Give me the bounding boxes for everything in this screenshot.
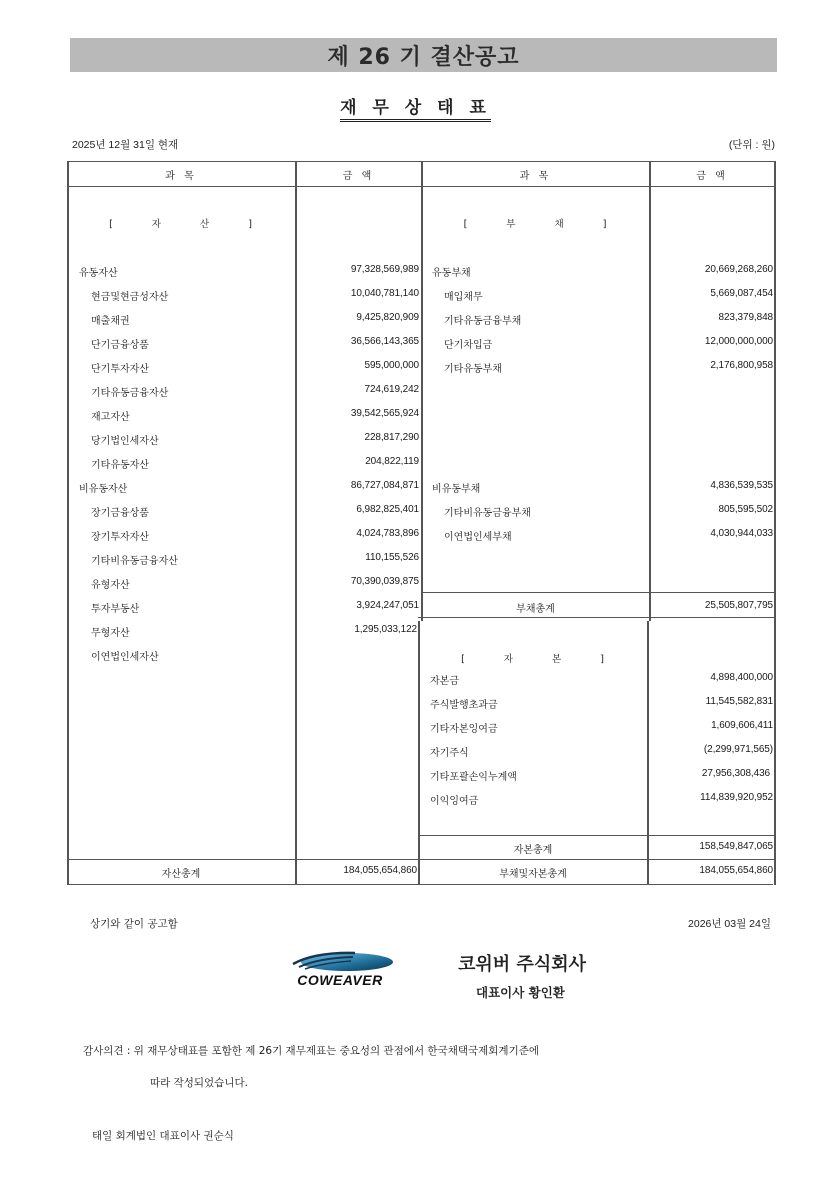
liabilities-total-amount: 25,505,807,795	[704, 600, 773, 611]
statement-title: 재 무 상 태 표	[340, 98, 491, 122]
asset-item-amount: 110,155,526	[365, 552, 419, 563]
asset-item-label: 기타유동자산	[91, 460, 149, 471]
liabilities-section-label: [ 부 채 ]	[463, 219, 608, 230]
equity-item-label: 주식발행초과금	[430, 700, 498, 711]
asset-item-amount: 70,390,039,875	[350, 576, 419, 587]
asset-item-amount: 6,982,825,401	[356, 504, 419, 515]
liability-item-amount: 823,379,848	[718, 312, 773, 323]
asset-item-amount: 10,040,781,140	[350, 288, 419, 299]
grand-total-top	[67, 859, 775, 860]
table-border-left	[67, 161, 69, 885]
assets-section-label: [ 자 산 ]	[109, 219, 253, 230]
liability-item-amount: 12,000,000,000	[704, 336, 773, 347]
asset-item-label: 장기투자자산	[91, 532, 149, 543]
asset-item-label: 무형자산	[91, 628, 130, 639]
center-divider-upper	[421, 161, 423, 621]
liability-item-label: 단기차입금	[444, 340, 493, 351]
equity-total-amount: 158,549,847,065	[699, 841, 773, 852]
non-current-liabilities-amount: 4,836,539,535	[710, 480, 773, 491]
equity-item-label: 자본금	[430, 676, 459, 687]
equity-item-label: 자기주식	[430, 748, 469, 759]
current-assets-label: 유동자산	[79, 268, 118, 279]
liability-item-amount: 4,030,944,033	[710, 528, 773, 539]
equity-item-label: 기타자본잉여금	[430, 724, 498, 735]
asset-item-amount: 204,822,119	[365, 456, 419, 467]
asset-item-label: 투자부동산	[91, 604, 140, 615]
liabilities-total-label: 부채총계	[516, 604, 555, 615]
liability-item-label: 기타비유동금융부채	[444, 508, 531, 519]
liabilities-equity-total-label: 부채및자본총계	[499, 869, 567, 880]
liability-item-label: 매입채무	[444, 292, 483, 303]
notice-date: 2026년 03월 24일	[688, 918, 771, 930]
current-liabilities-amount: 20,669,268,260	[704, 264, 773, 275]
col-header-right-amount: 금 액	[696, 171, 728, 182]
asset-item-label: 유형자산	[91, 580, 130, 591]
asset-item-label: 단기금융상품	[91, 340, 149, 351]
col-header-left-account: 과 목	[165, 171, 197, 182]
assets-total-label: 자산총계	[161, 869, 201, 880]
logo-swoosh-icon	[275, 950, 405, 974]
table-border-right	[774, 161, 776, 885]
liability-item-amount: 805,595,502	[718, 504, 773, 515]
equity-item-amount: 27,956,308,436	[701, 768, 770, 779]
asset-item-amount: 228,817,290	[364, 432, 419, 443]
equity-item-amount: (2,299,971,565)	[703, 744, 773, 755]
as-of-date: 2025년 12월 31일 현재	[72, 139, 179, 151]
auditor-name: 태일 회계법인 대표이사 권순식	[92, 1130, 234, 1142]
asset-item-amount: 595,000,000	[364, 360, 419, 371]
asset-item-label: 장기금융상품	[91, 508, 149, 519]
logo-wordmark: COWEAVER	[297, 972, 383, 988]
equity-total-top	[418, 835, 775, 836]
asset-item-label: 재고자산	[91, 412, 130, 423]
asset-item-label: 매출채권	[91, 316, 130, 327]
company-name: 코위버 주식회사	[458, 954, 586, 975]
equity-item-label: 이익잉여금	[430, 796, 479, 807]
asset-item-amount: 3,924,247,051	[356, 600, 419, 611]
equity-total-label: 자본총계	[513, 845, 553, 856]
assets-total-amount: 184,055,654,860	[343, 865, 417, 876]
asset-item-label: 기타유동금융자산	[91, 388, 169, 399]
right-col-divider-upper	[649, 161, 651, 621]
statement-title-wrap	[0, 93, 831, 118]
col-header-left-amount: 금 액	[342, 171, 375, 182]
asset-item-label: 현금및현금성자산	[91, 292, 169, 303]
current-liabilities-label: 유동부채	[432, 268, 471, 279]
asset-item-amount: 39,542,565,924	[350, 408, 419, 419]
equity-section-label: [ 자 본 ]	[461, 654, 605, 665]
asset-item-amount: 9,425,820,909	[356, 312, 419, 323]
non-current-liabilities-label: 비유동부채	[432, 484, 481, 495]
notice-text: 상기와 같이 공고함	[90, 918, 178, 930]
liability-item-amount: 5,669,087,454	[710, 288, 773, 299]
company-logo	[275, 950, 405, 990]
announcement-title-bar	[70, 38, 777, 72]
asset-item-label: 단기투자자산	[91, 364, 149, 375]
liability-item-label: 이연법인세부채	[444, 532, 512, 543]
col-header-right-account: 과 목	[519, 171, 552, 182]
asset-item-label: 이연법인세자산	[91, 652, 159, 663]
current-assets-amount: 97,328,569,989	[350, 264, 419, 275]
equity-item-label: 기타포괄손익누계액	[430, 772, 517, 783]
liability-item-amount: 2,176,800,958	[710, 360, 773, 371]
asset-item-amount: 1,295,033,122	[354, 624, 417, 635]
liab-total-bottom	[418, 617, 775, 618]
equity-item-amount: 1,609,606,411	[711, 720, 773, 731]
asset-item-label: 기타비유동금융자산	[91, 556, 178, 567]
liability-item-label: 기타유동부채	[444, 364, 502, 375]
equity-item-amount: 114,839,920,952	[700, 792, 773, 803]
non-current-assets-amount: 86,727,084,871	[350, 480, 419, 491]
audit-opinion-line2: 따라 작성되었습니다.	[150, 1077, 248, 1089]
audit-opinion-line1: 감사의견 : 위 재무상태표를 포함한 제 26기 재무제표는 중요성의 관점에서 한국채택국제회계기준에	[83, 1045, 539, 1057]
non-current-assets-label: 비유동자산	[79, 484, 128, 495]
equity-item-amount: 4,898,400,000	[710, 672, 773, 683]
balance-sheet-table	[67, 161, 775, 885]
table-border-bottom	[67, 884, 773, 885]
liabilities-equity-total-amount: 184,055,654,860	[699, 865, 773, 876]
asset-item-label: 당기법인세자산	[91, 436, 159, 447]
ceo-name: 대표이사 황인환	[476, 985, 565, 1000]
asset-item-amount: 4,024,783,896	[356, 528, 419, 539]
equity-item-amount: 11,545,582,831	[705, 696, 773, 707]
announcement-title: 제 26 기 결산공고	[327, 44, 520, 70]
asset-item-amount: 36,566,143,365	[350, 336, 419, 347]
asset-item-amount: 724,619,242	[364, 384, 419, 395]
liability-item-label: 기타유동금융부채	[444, 316, 522, 327]
unit-label: (단위 : 원)	[728, 139, 775, 151]
liab-total-top	[421, 592, 775, 593]
